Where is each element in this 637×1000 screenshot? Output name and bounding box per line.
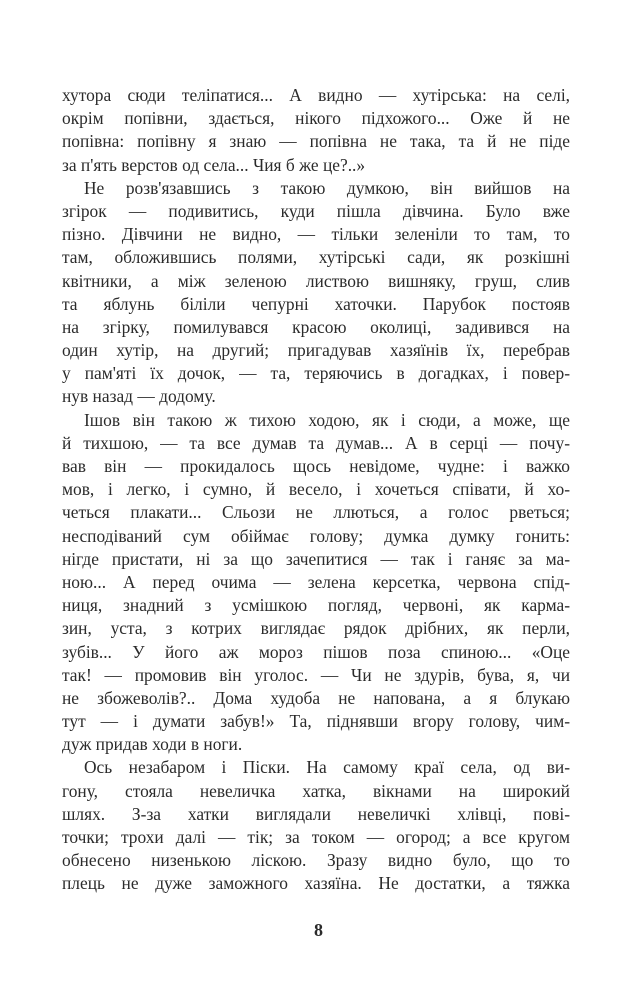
- text-line: тут — і думати забув!» Та, піднявши вгору голову, чим-: [62, 711, 570, 732]
- text-line: згірок — подивитись, куди пішла дівчина. Було вже: [62, 200, 570, 221]
- text-line: вав він — прокидалось щось невідоме, чудне: і важко: [62, 456, 570, 476]
- text-line: зин, уста, з котрих виглядає рядок дрібних, як перли,: [62, 618, 570, 639]
- text-line: точки; трохи далі — тік; за током — огород; а все кругом: [62, 827, 570, 847]
- text-line: ниця, знадний з усмішкою погляд, червоні, як карма-: [62, 595, 570, 616]
- text-line: попівна: попівну я знаю — попівна не така, та й не піде: [62, 131, 570, 152]
- text-line: плець не дуже заможного хазяїна. Не достатки, а тяжка: [62, 873, 570, 894]
- text-line: обнесено низенькою ліскою. Зразу видно було, що то: [62, 850, 570, 871]
- text-line: несподіваний сум обіймає голову; думка думку гонить:: [62, 525, 570, 546]
- text-line: пізно. Дівчини не видно, — тільки зеленіли то там, то: [62, 224, 570, 245]
- text-line: й тихшою, — та все думав та думав... А в серці — почу-: [62, 432, 570, 453]
- text-line: зубів... У його аж мороз пішов поза спиною... «Оце: [62, 641, 570, 662]
- text-line: за п'ять верстов од села... Чия б же це?..»: [62, 154, 366, 175]
- text-line: у пам'яті їх дочок, — та, теряючись в догадках, і повер-: [62, 363, 570, 384]
- text-line: квітники, а між зеленою листвою вишняку, груш, слив: [62, 270, 570, 291]
- text-line: нігде пристати, ні за що зачепитися — так і ганяє за ма-: [62, 548, 570, 569]
- text-line: та яблунь біліли чепурні хаточки. Парубок постояв: [62, 293, 570, 314]
- text-line: на згірку, помилувався красою околиці, задивився на: [62, 316, 570, 337]
- text-line: там, обложившись полями, хутірські сади, як розкішні: [62, 247, 570, 268]
- text-line: Ішов він такою ж тихою ходою, як і сюди, а може, ще: [84, 409, 570, 430]
- text-line: ною... А перед очима — зелена керсетка, червона спід-: [62, 571, 570, 592]
- text-line: гону, стояла невеличка хатка, вікнами на широкий: [62, 780, 570, 801]
- text-line: не збожеволів?.. Дома худоба не напована, а я блукаю: [62, 687, 570, 708]
- text-line: Ось незабаром і Піски. На самому краї села, од ви-: [84, 757, 570, 778]
- text-line: хутора сюди теліпатися... А видно — хутірська: на селі,: [62, 85, 570, 105]
- text-line: один хутір, на другий; пригадував хазяїнів їх, перебрав: [62, 340, 570, 361]
- text-line: мов, і легко, і сумно, й весело, і хочеться співати, й хо-: [62, 479, 570, 500]
- text-line: окрім попівни, здається, нікого підхожого... Оже й не: [62, 108, 570, 129]
- text-line: Не розв'язавшись з такою думкою, він вийшов на: [84, 177, 570, 198]
- text-line: шлях. З-за хатки виглядали невеличкі хлівці, пові-: [62, 803, 570, 824]
- text-line: так! — промовив він уголос. — Чи не здурів, бува, я, чи: [62, 664, 570, 685]
- text-line: дуж придав ходи в ноги.: [62, 734, 243, 755]
- text-line: четься плакати... Сльози не ллються, а голос рветься;: [62, 502, 570, 523]
- body-text: [62, 84, 570, 896]
- page-number: 8: [314, 920, 323, 940]
- text-line: нув назад — додому.: [62, 386, 216, 407]
